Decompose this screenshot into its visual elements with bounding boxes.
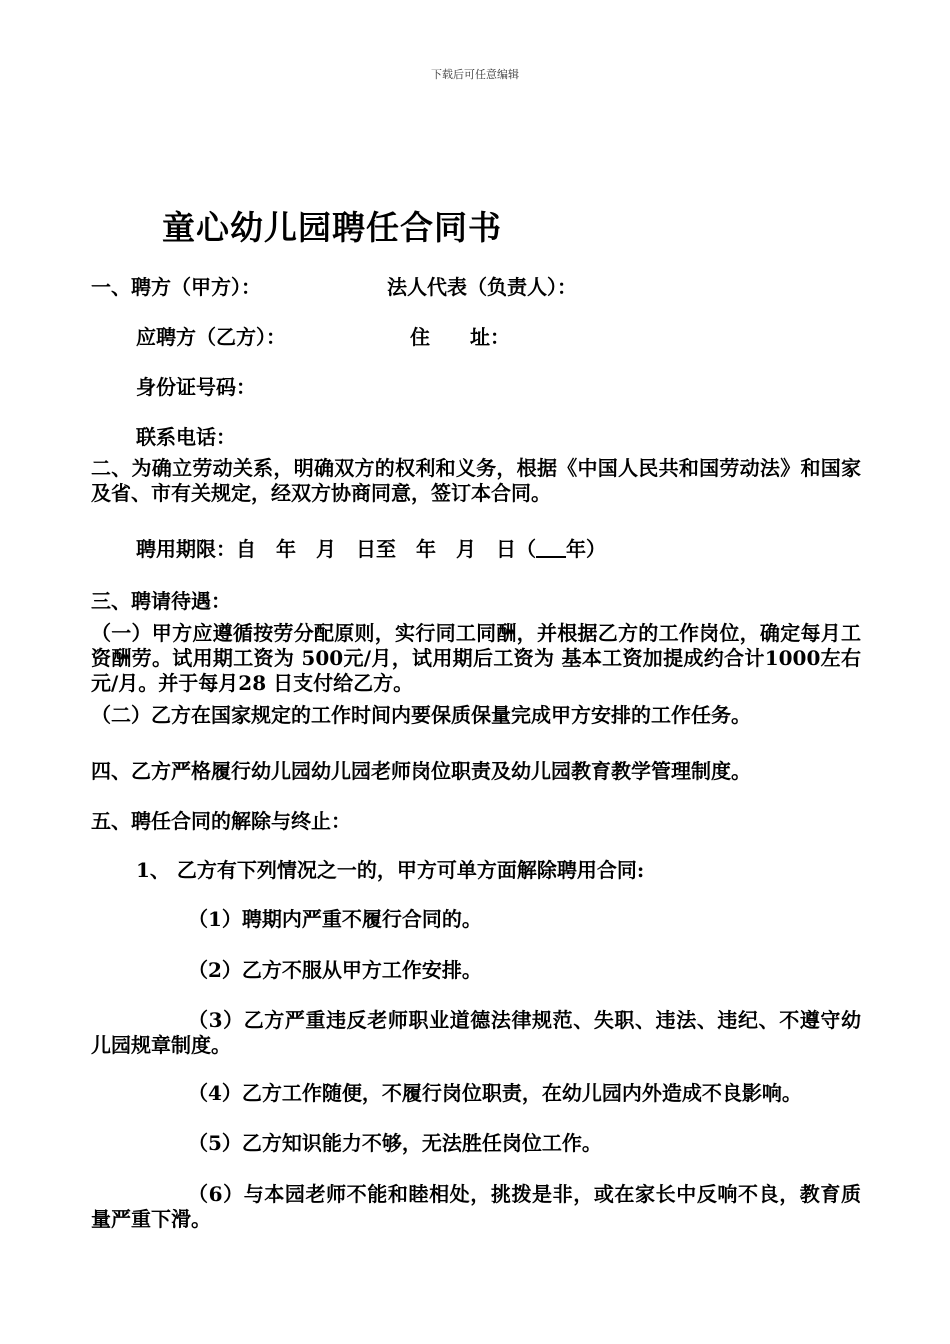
termination-item-5: （5）乙方知识能力不够，无法胜任岗位工作。 bbox=[188, 1131, 602, 1155]
page-header-note: 下载后可任意编辑 bbox=[431, 68, 519, 81]
employee-label: 应聘方（乙方）： bbox=[136, 325, 286, 349]
section2-text: 二、为确立劳动关系，明确双方的权利和义务，根据《中国人民共和国劳动法》和国家及省、市有关规定，经双方协商同意，签订本合同。 bbox=[91, 456, 861, 505]
section5-clause1: 1、 乙方有下列情况之一的，甲方可单方面解除聘用合同: bbox=[136, 858, 645, 882]
termination-item-3: （3）乙方严重违反老师职业道德法律规范、失职、违法、违纪、不遵守幼儿园规章制度。 bbox=[91, 1008, 861, 1057]
term-years-blank bbox=[536, 538, 566, 558]
section5-heading: 五、聘任合同的解除与终止： bbox=[91, 809, 351, 833]
section3-item1: （一）甲方应遵循按劳分配原则，实行同工同酬，并根据乙方的工作岗位，确定每月工资酬劳。试用期工资为 500元/月，试用期后工资为 基本工资加提成约合计1000左右元/月。并于每月28 日支付给乙方。 bbox=[91, 621, 861, 695]
employer-label: 一、聘方（甲方）： bbox=[91, 275, 261, 299]
id-number-label: 身份证号码： bbox=[136, 375, 256, 399]
employment-term bbox=[136, 537, 861, 562]
address-label: 住 址： bbox=[410, 325, 510, 349]
term-prefix: 聘用期限：自 年 月 日至 年 月 日（ bbox=[136, 537, 536, 561]
document-title: 童心幼儿园聘任合同书 bbox=[162, 208, 502, 247]
termination-item-4: （4）乙方工作随便，不履行岗位职责，在幼儿园内外造成不良影响。 bbox=[188, 1081, 802, 1105]
section3-heading: 三、聘请待遇： bbox=[91, 589, 231, 613]
phone-label: 联系电话： bbox=[136, 425, 236, 449]
termination-item-6: （6）与本园老师不能和睦相处，挑拨是非，或在家长中反响不良，教育质量严重下滑。 bbox=[91, 1182, 861, 1231]
termination-item-2: （2）乙方不服从甲方工作安排。 bbox=[188, 958, 482, 982]
employer-row bbox=[91, 275, 861, 300]
section4-text: 四、乙方严格履行幼儿园幼儿园老师岗位职责及幼儿园教育教学管理制度。 bbox=[91, 759, 751, 783]
term-suffix: 年） bbox=[566, 537, 606, 561]
section3-item2: （二）乙方在国家规定的工作时间内要保质保量完成甲方安排的工作任务。 bbox=[91, 703, 751, 727]
termination-item-1: （1）聘期内严重不履行合同的。 bbox=[188, 907, 482, 931]
representative-label: 法人代表（负责人）： bbox=[387, 275, 577, 299]
employee-row bbox=[136, 325, 861, 350]
